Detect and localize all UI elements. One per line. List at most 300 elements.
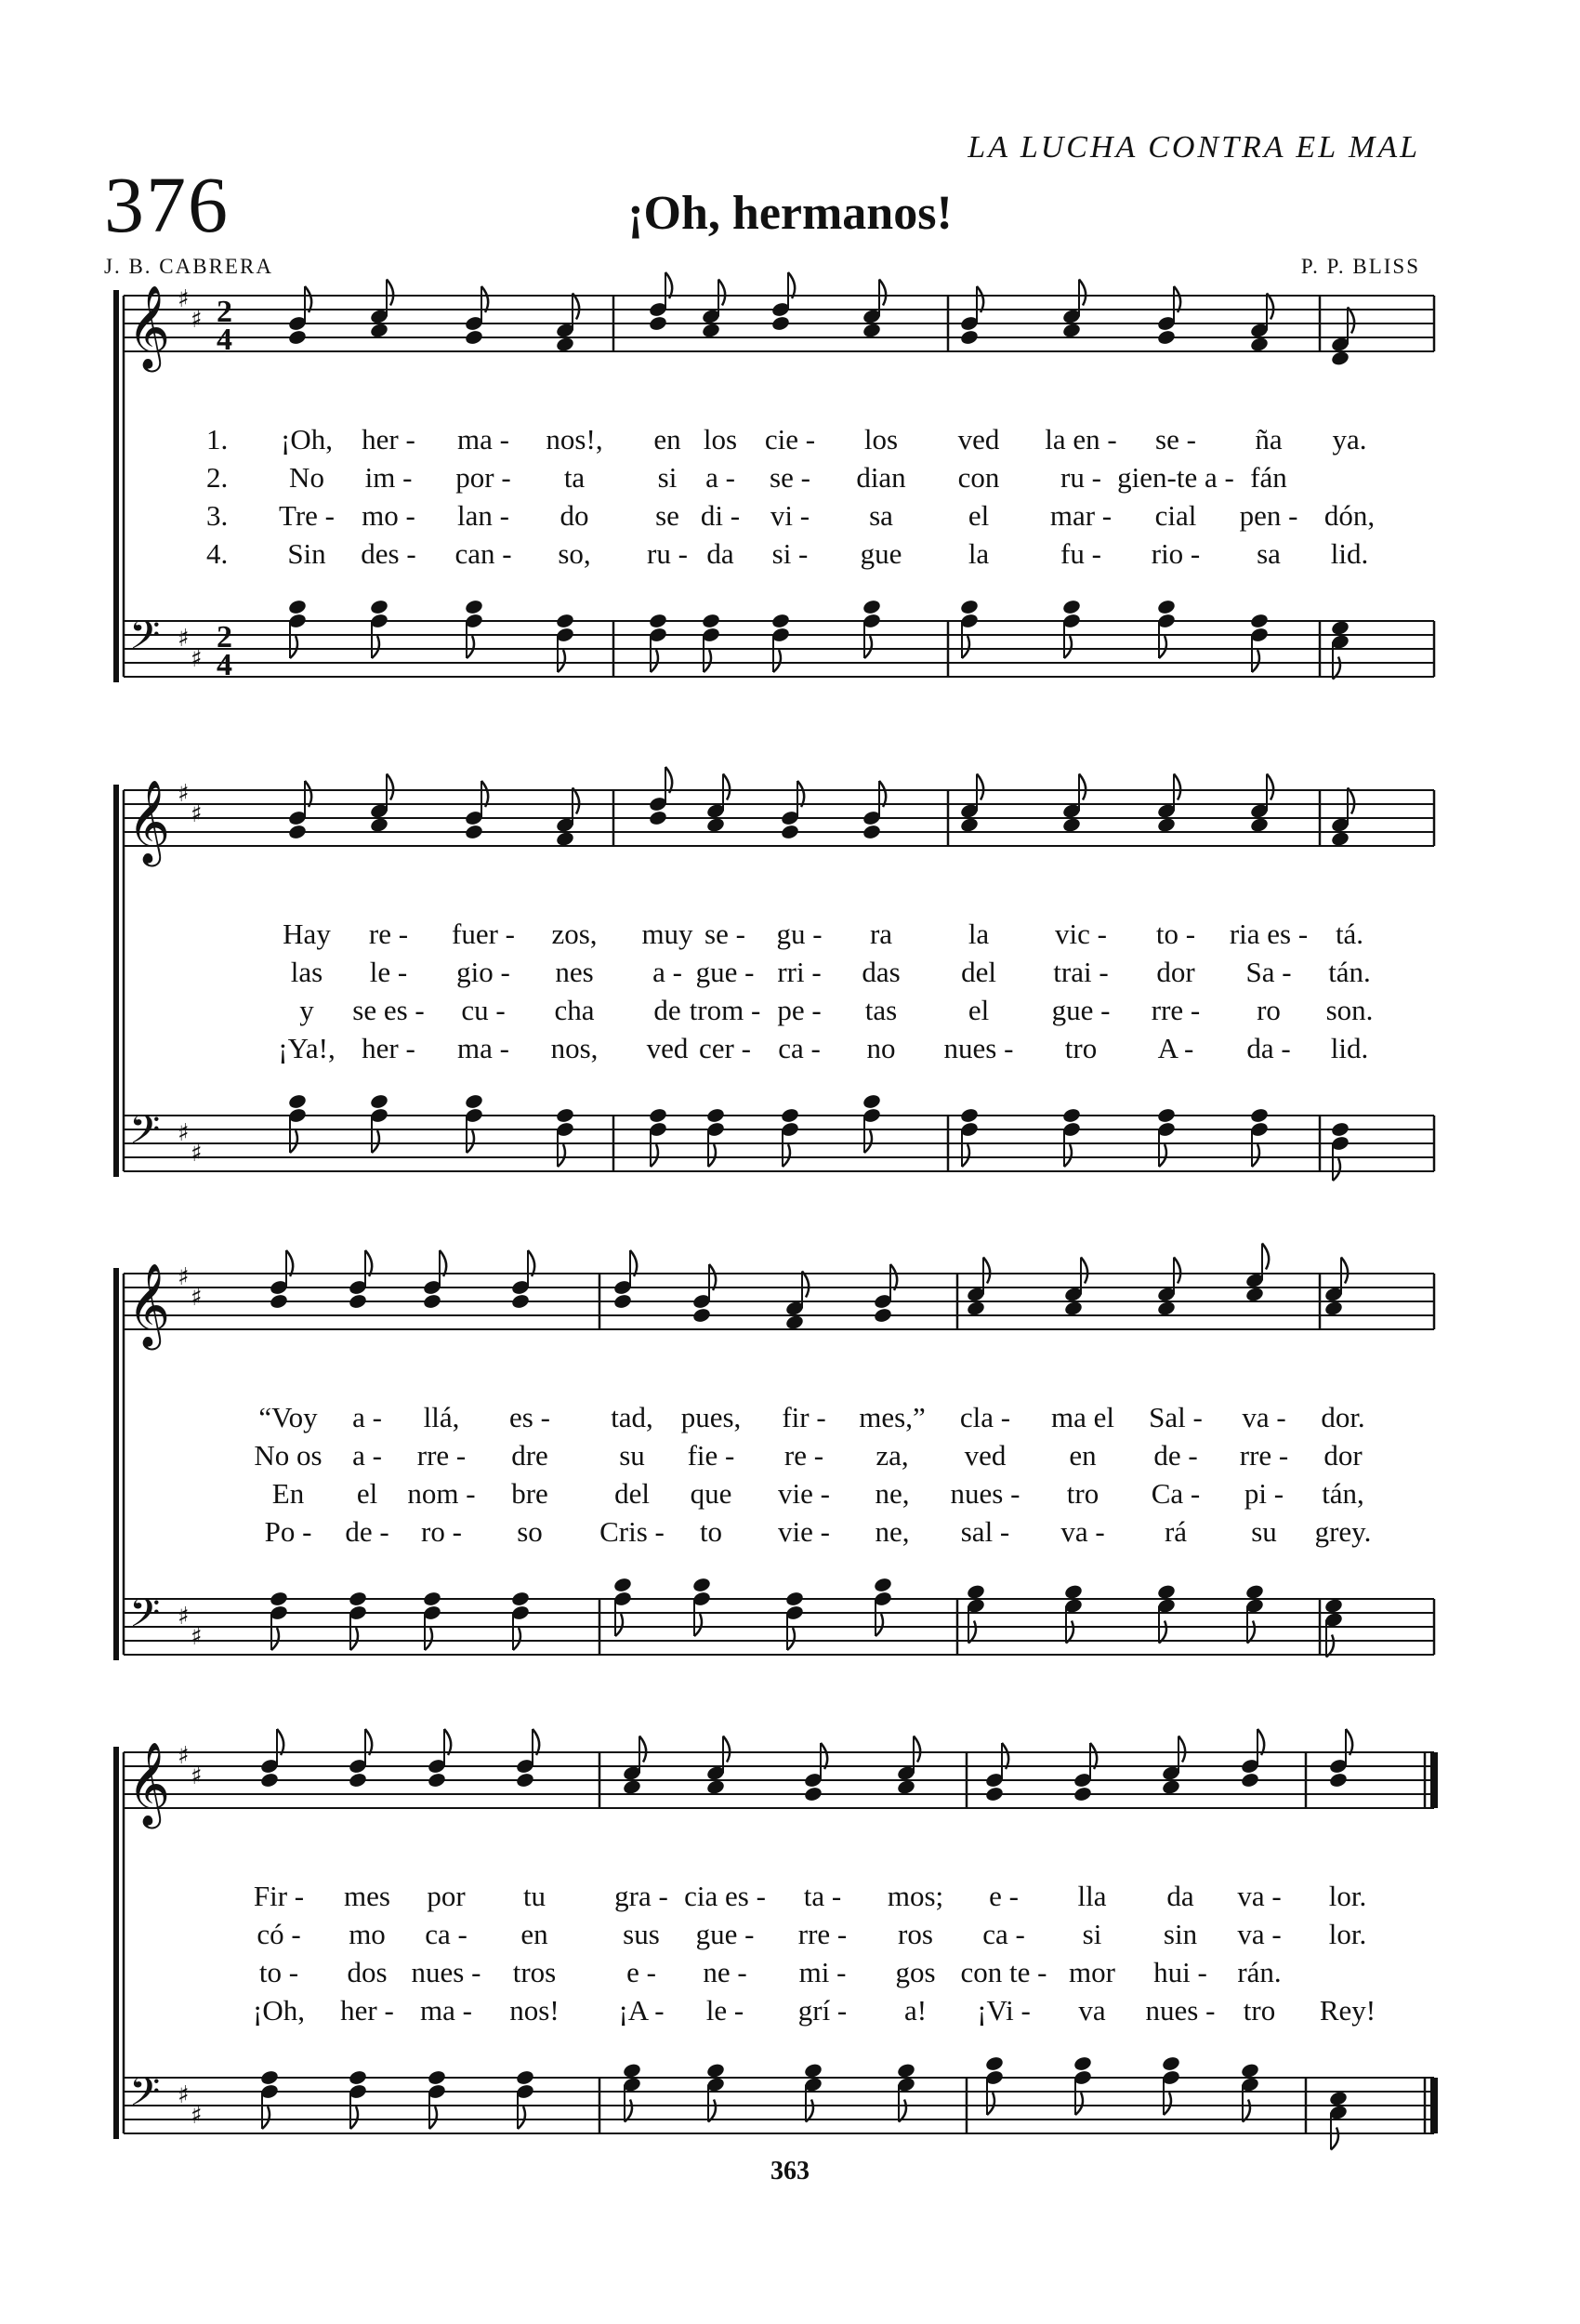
lyric-syllable: En	[271, 1477, 305, 1510]
lyric-syllable: ¡A -	[618, 1994, 665, 2027]
treble-note	[555, 294, 579, 353]
lyric-line-verse-3	[0, 1477, 1580, 1514]
treble-note	[1156, 1258, 1180, 1317]
lyric-syllable: a -	[705, 461, 735, 494]
treble-note	[705, 1736, 730, 1796]
verse-number: 3.	[206, 499, 229, 532]
lyric-syllable: grey.	[1314, 1515, 1372, 1548]
bass-note	[1161, 2055, 1180, 2115]
bass-note	[1063, 1583, 1083, 1643]
treble-note	[862, 781, 886, 840]
bass-note	[348, 2069, 367, 2129]
lyric-syllable: ña	[1255, 423, 1283, 456]
bass-note	[873, 1577, 892, 1636]
sharp-icon: ♯	[178, 1603, 190, 1631]
bass-note	[422, 1591, 441, 1650]
bass-note	[622, 2062, 641, 2121]
lyric-syllable: su	[1251, 1515, 1277, 1548]
treble-note	[984, 1743, 1008, 1802]
lyric-syllable: por -	[455, 461, 511, 494]
lyric-syllable: tad,	[611, 1401, 653, 1433]
lyric-syllable: dor.	[1321, 1401, 1365, 1433]
lyric-syllable: A -	[1157, 1032, 1194, 1064]
lyric-syllable: a -	[352, 1401, 382, 1433]
lyric-syllable: tán.	[1328, 956, 1371, 988]
lyric-syllable: de -	[1153, 1439, 1198, 1472]
lyric-syllable: el	[968, 994, 990, 1026]
lyric-line-verse-1	[0, 1401, 1580, 1438]
lyric-syllable: vi -	[770, 499, 810, 532]
time-signature-top: 2	[217, 620, 232, 654]
bass-note	[984, 2055, 1004, 2115]
treble-note	[422, 1250, 446, 1310]
lyric-syllable: rre -	[416, 1439, 467, 1472]
lyric-syllable: si -	[771, 537, 809, 570]
lyric-syllable: gue -	[695, 1918, 755, 1950]
bass-clef-icon: 𝄢	[129, 1107, 161, 1163]
treble-note	[348, 1250, 372, 1310]
lyric-syllable: tas	[864, 994, 898, 1026]
section-heading: LA LUCHA CONTRA EL MAL	[968, 130, 1420, 165]
lyric-syllable: nos,	[550, 1032, 599, 1064]
treble-note	[959, 286, 983, 346]
lyric-syllable: se	[655, 499, 679, 532]
lyric-line-verse-2	[0, 461, 1580, 498]
treble-note	[780, 781, 804, 840]
lyric-syllable: nom -	[407, 1477, 476, 1510]
lyric-syllable: ria es -	[1229, 918, 1309, 950]
verse-number: 4.	[206, 537, 229, 570]
sharp-icon: ♯	[191, 1763, 203, 1790]
lyric-syllable: tán,	[1322, 1477, 1364, 1510]
lyric-syllable: Hay	[283, 918, 331, 950]
lyric-syllable: por	[427, 1880, 466, 1912]
lyric-syllable: gien-te a -	[1117, 461, 1234, 494]
treble-staff	[124, 790, 1434, 846]
lyric-syllable: gra -	[614, 1880, 668, 1912]
lyric-syllable: ros	[898, 1918, 933, 1950]
lyric-syllable: son.	[1325, 994, 1374, 1026]
lyric-syllable: le -	[705, 1994, 744, 2027]
sharp-icon: ♯	[178, 625, 190, 653]
bass-note	[966, 1583, 985, 1643]
lyric-line-verse-3	[0, 994, 1580, 1031]
lyric-syllable: trom -	[689, 994, 761, 1026]
lyric-syllable: a -	[652, 956, 682, 988]
lyric-syllable: sal -	[960, 1515, 1010, 1548]
bass-note	[427, 2069, 446, 2129]
treble-note	[873, 1264, 897, 1324]
lyric-syllable: va -	[1237, 1918, 1282, 1950]
lyric-syllable: en	[653, 423, 681, 456]
lyric-syllable: es -	[509, 1401, 550, 1433]
treble-note	[612, 1250, 637, 1310]
lyric-syllable: gue -	[695, 956, 755, 988]
lyric-syllable: de -	[345, 1515, 389, 1548]
bass-note	[1073, 2055, 1092, 2115]
lyric-syllable: Sa -	[1245, 956, 1292, 988]
page-number: 363	[770, 2157, 810, 2185]
lyric-syllable: mo	[349, 1918, 386, 1950]
lyric-syllable: tu	[522, 1880, 546, 1912]
lyric-syllable: e -	[626, 1956, 656, 1988]
lyric-syllable: dón,	[1323, 499, 1376, 532]
sharp-icon: ♯	[191, 1140, 203, 1168]
treble-note	[1061, 774, 1086, 834]
lyric-syllable: lor.	[1328, 1918, 1367, 1950]
bass-note	[705, 2062, 725, 2121]
bass-staff	[124, 1599, 1434, 1655]
bass-note	[1156, 599, 1176, 658]
treble-note	[896, 1736, 920, 1796]
lyric-syllable: có -	[257, 1918, 301, 1950]
lyric-syllable: va -	[1237, 1880, 1282, 1912]
bass-note	[555, 613, 574, 672]
bass-note	[1061, 599, 1081, 658]
lyric-syllable: ¡Vi -	[977, 1994, 1031, 2027]
bass-note	[287, 599, 307, 658]
bass-clef-icon: 𝄢	[129, 1591, 161, 1646]
lyric-syllable: ¡Oh,	[253, 1994, 305, 2027]
lyric-syllable: nos!	[509, 1994, 560, 2027]
bass-note	[369, 599, 388, 658]
treble-note	[1063, 1258, 1087, 1317]
treble-staff	[124, 1274, 1434, 1329]
treble-note	[1073, 1743, 1097, 1802]
treble-note	[1156, 286, 1180, 346]
treble-note	[784, 1272, 809, 1331]
lyric-syllable: rre -	[1151, 994, 1201, 1026]
lyric-syllable: en	[1069, 1439, 1097, 1472]
bass-note	[705, 1107, 725, 1167]
treble-note	[369, 774, 393, 834]
lyric-syllable: fir -	[782, 1401, 826, 1433]
lyric-syllable: se es -	[352, 994, 425, 1026]
time-signature-top: 2	[217, 295, 232, 329]
lyric-syllable: her -	[362, 423, 415, 456]
sharp-icon: ♯	[191, 2102, 203, 2130]
lyric-syllable: ro -	[421, 1515, 462, 1548]
lyric-syllable: su	[619, 1439, 645, 1472]
lyric-syllable: mes,”	[859, 1401, 926, 1433]
lyric-syllable: pues,	[680, 1401, 742, 1433]
lyric-syllable: ved	[646, 1032, 689, 1064]
lyric-syllable: lan -	[457, 499, 509, 532]
bass-note	[648, 613, 667, 672]
bass-staff	[124, 1116, 1434, 1171]
lyric-syllable: to -	[1155, 918, 1196, 950]
bass-note	[348, 1591, 367, 1650]
lyric-syllable: la en -	[1045, 423, 1117, 456]
treble-note	[259, 1729, 283, 1789]
treble-note	[1156, 774, 1180, 834]
treble-note	[515, 1729, 539, 1789]
bass-note	[1244, 1583, 1264, 1643]
lyric-syllable: Rey!	[1319, 1994, 1376, 2027]
lyric-syllable: ma -	[457, 423, 509, 456]
lyric-syllable: y	[299, 994, 314, 1026]
lyric-syllable: “Voy	[258, 1401, 318, 1433]
treble-staff	[124, 1752, 1434, 1808]
bass-note	[648, 1107, 667, 1167]
lyric-line-verse-4	[0, 1994, 1580, 2031]
treble-note	[1330, 308, 1354, 367]
treble-note	[705, 774, 730, 834]
lyric-syllable: im -	[364, 461, 413, 494]
sharp-icon: ♯	[178, 780, 190, 808]
lyric-syllable: Ca -	[1151, 1477, 1201, 1510]
lyric-syllable: mar -	[1049, 499, 1113, 532]
lyric-syllable: se -	[770, 461, 810, 494]
lyric-line-verse-2	[0, 1439, 1580, 1476]
lyric-syllable: se -	[1155, 423, 1196, 456]
bass-note	[510, 1591, 530, 1650]
treble-note	[427, 1729, 451, 1789]
lyric-syllable: a -	[352, 1439, 382, 1472]
treble-note	[1249, 294, 1273, 353]
bass-note	[1330, 1121, 1350, 1181]
lyric-syllable: das	[862, 956, 901, 988]
sharp-icon: ♯	[191, 800, 203, 828]
lyric-syllable: e -	[989, 1880, 1019, 1912]
lyric-syllable: da -	[1246, 1032, 1291, 1064]
bass-note	[259, 2069, 279, 2129]
lyric-syllable: ra	[869, 918, 893, 950]
lyric-syllable: ru -	[647, 537, 688, 570]
lyric-syllable: los	[703, 423, 738, 456]
lyric-syllable: ta -	[803, 1880, 842, 1912]
lyric-syllable: Sal -	[1149, 1401, 1203, 1433]
lyric-syllable: da	[1166, 1880, 1194, 1912]
treble-note	[770, 272, 795, 332]
lyric-syllable: tro	[1243, 1994, 1276, 2027]
lyric-syllable: la	[968, 918, 990, 950]
lyric-syllable: her -	[340, 1994, 394, 2027]
bass-note	[959, 599, 979, 658]
bass-clef-icon: 𝄢	[129, 2069, 161, 2125]
lyric-syllable: tro	[1066, 1477, 1099, 1510]
lyric-syllable: ta	[563, 461, 586, 494]
bass-note	[1156, 1583, 1176, 1643]
lyric-line-verse-2	[0, 956, 1580, 993]
treble-clef-icon: 𝄞	[127, 1263, 171, 1347]
lyric-syllable: cie -	[764, 423, 816, 456]
sharp-icon: ♯	[178, 1263, 190, 1291]
treble-note	[1328, 1729, 1352, 1789]
lyric-syllable: va -	[1242, 1401, 1286, 1433]
sharp-icon: ♯	[191, 1623, 203, 1651]
lyric-syllable: ved	[964, 1439, 1007, 1472]
lyric-syllable: ya.	[1332, 423, 1367, 456]
treble-note	[555, 788, 579, 848]
sharp-icon: ♯	[178, 1119, 190, 1147]
lyric-syllable: zos,	[551, 918, 598, 950]
lyric-syllable: con te -	[960, 1956, 1047, 1988]
lyric-syllable: nues -	[950, 1477, 1020, 1510]
lyric-line-verse-4	[0, 1515, 1580, 1552]
lyric-syllable: nues -	[1145, 1994, 1216, 2027]
lyric-syllable: del	[614, 1477, 650, 1510]
lyric-syllable: rio -	[1151, 537, 1201, 570]
lyric-syllable: cer -	[699, 1032, 751, 1064]
lyric-syllable: de	[653, 994, 681, 1026]
lyric-syllable: dre	[511, 1439, 548, 1472]
lyric-syllable: ca -	[982, 1918, 1025, 1950]
lyric-syllable: no	[866, 1032, 896, 1064]
lyric-syllable: trai -	[1053, 956, 1109, 988]
lyric-syllable: el	[356, 1477, 378, 1510]
treble-clef-icon: 𝄞	[127, 285, 171, 369]
lyric-syllable: ne,	[875, 1477, 910, 1510]
lyric-syllable: mo -	[362, 499, 415, 532]
lyric-syllable: se -	[704, 918, 745, 950]
hymn-title: ¡Oh, hermanos!	[627, 187, 953, 240]
bass-staff	[124, 2078, 1434, 2133]
lyric-syllable: grí -	[797, 1994, 848, 2027]
lyric-syllable: to	[699, 1515, 723, 1548]
lyric-syllable: a!	[903, 1994, 928, 2027]
sharp-icon: ♯	[178, 1742, 190, 1770]
lyric-syllable: can -	[454, 537, 512, 570]
treble-note	[348, 1729, 372, 1789]
bass-note	[1061, 1107, 1081, 1167]
lyric-syllable: vie -	[778, 1477, 830, 1510]
lyric-syllable: con	[957, 461, 1000, 494]
lyric-syllable: gue -	[1051, 994, 1111, 1026]
lyric-syllable: Cris -	[599, 1515, 665, 1548]
lyric-syllable: so,	[558, 537, 591, 570]
lyric-line-verse-3	[0, 1956, 1580, 1993]
time-signature-bottom: 4	[217, 648, 232, 682]
lyric-syllable: bre	[511, 1477, 548, 1510]
lyric-syllable: ca -	[778, 1032, 821, 1064]
treble-note	[966, 1258, 990, 1317]
bass-note	[780, 1107, 799, 1167]
lyric-syllable: mor	[1069, 1956, 1115, 1988]
treble-note	[510, 1250, 534, 1310]
lyric-syllable: gos	[895, 1956, 936, 1988]
lyric-syllable: lla	[1077, 1880, 1107, 1912]
lyric-syllable: cu -	[461, 994, 506, 1026]
lyric-syllable: cia es -	[684, 1880, 766, 1912]
lyric-syllable: Tre -	[278, 499, 336, 532]
lyric-syllable: Fir -	[253, 1880, 305, 1912]
lyric-syllable: ru -	[1060, 461, 1101, 494]
lyric-syllable: sa	[869, 499, 893, 532]
lyric-line-verse-1	[0, 423, 1580, 460]
lyric-syllable: va -	[1060, 1515, 1105, 1548]
lyric-syllable: fie -	[687, 1439, 735, 1472]
bass-note	[1330, 619, 1350, 679]
lyric-syllable: nues -	[943, 1032, 1014, 1064]
lyric-syllable: No	[289, 461, 324, 494]
lyric-syllable: ma -	[457, 1032, 509, 1064]
treble-note	[1249, 774, 1273, 834]
bass-note	[1249, 613, 1269, 672]
verse-number: 2.	[206, 461, 229, 494]
treble-note	[1244, 1244, 1269, 1303]
lyric-syllable: ca -	[425, 1918, 467, 1950]
lyric-syllable: si	[657, 461, 678, 494]
treble-note	[862, 280, 886, 339]
lyric-syllable: fán	[1250, 461, 1287, 494]
treble-note	[464, 286, 488, 346]
bass-note	[1240, 2062, 1259, 2121]
lyric-syllable: di -	[700, 499, 741, 532]
bass-note	[369, 1093, 388, 1153]
bass-note	[1156, 1107, 1176, 1167]
lyric-syllable: tá.	[1335, 918, 1364, 950]
lyric-syllable: los	[863, 423, 899, 456]
lyric-line-verse-1	[0, 1880, 1580, 1917]
lyric-syllable: to -	[258, 1956, 299, 1988]
bass-note	[1323, 1597, 1343, 1657]
treble-note	[622, 1736, 646, 1796]
treble-note	[287, 286, 311, 346]
lyric-syllable: fu -	[1060, 537, 1101, 570]
lyric-syllable: ne -	[703, 1956, 747, 1988]
lyric-syllable: muy	[641, 918, 693, 950]
bass-note	[464, 599, 483, 658]
treble-clef-icon: 𝄞	[127, 780, 171, 864]
lyric-syllable: mi -	[798, 1956, 847, 1988]
lyric-line-verse-3	[0, 499, 1580, 536]
lyric-syllable: que	[690, 1477, 732, 1510]
lyric-syllable: ¡Oh,	[281, 423, 333, 456]
treble-note	[1240, 1729, 1264, 1789]
treble-note	[269, 1250, 293, 1310]
treble-note	[1323, 1258, 1348, 1317]
lyric-syllable: sa	[1257, 537, 1281, 570]
lyric-syllable: rre -	[1239, 1439, 1289, 1472]
lyric-syllable: cla -	[959, 1401, 1011, 1433]
lyric-syllable: nos!,	[546, 423, 603, 456]
bass-note	[555, 1107, 574, 1167]
lyric-line-verse-4	[0, 1032, 1580, 1069]
lyric-syllable: fuer -	[452, 918, 515, 950]
bass-note	[269, 1591, 288, 1650]
sharp-icon: ♯	[191, 645, 203, 673]
lyric-syllable: nues -	[411, 1956, 481, 1988]
lyric-syllable: ved	[957, 423, 1000, 456]
lyric-syllable: za,	[876, 1439, 909, 1472]
treble-note	[803, 1743, 827, 1802]
lyric-syllable: ma -	[420, 1994, 472, 2027]
lyric-syllable: mes	[344, 1880, 390, 1912]
bass-note	[515, 2069, 534, 2129]
bass-note	[701, 613, 720, 672]
bass-note	[770, 613, 790, 672]
lyric-syllable: le -	[369, 956, 408, 988]
lyric-syllable: lor.	[1328, 1880, 1367, 1912]
lyric-syllable: her -	[362, 1032, 415, 1064]
lyric-syllable: vie -	[778, 1515, 830, 1548]
treble-note	[287, 781, 311, 840]
lyric-syllable: pe -	[777, 994, 822, 1026]
lyric-syllable: gio -	[456, 956, 510, 988]
lyric-syllable: ¡Ya!,	[278, 1032, 336, 1064]
sharp-icon: ♯	[178, 2081, 190, 2109]
treble-note	[648, 272, 672, 332]
lyric-syllable: rri -	[777, 956, 822, 988]
lyric-syllable: vic -	[1055, 918, 1107, 950]
treble-note	[1161, 1736, 1185, 1796]
lyric-syllable: hui -	[1153, 1956, 1207, 1988]
lyric-syllable: del	[961, 956, 996, 988]
lyric-syllable: Sin	[287, 537, 326, 570]
lyric-syllable: pi -	[1244, 1477, 1284, 1510]
bass-note	[896, 2062, 915, 2121]
